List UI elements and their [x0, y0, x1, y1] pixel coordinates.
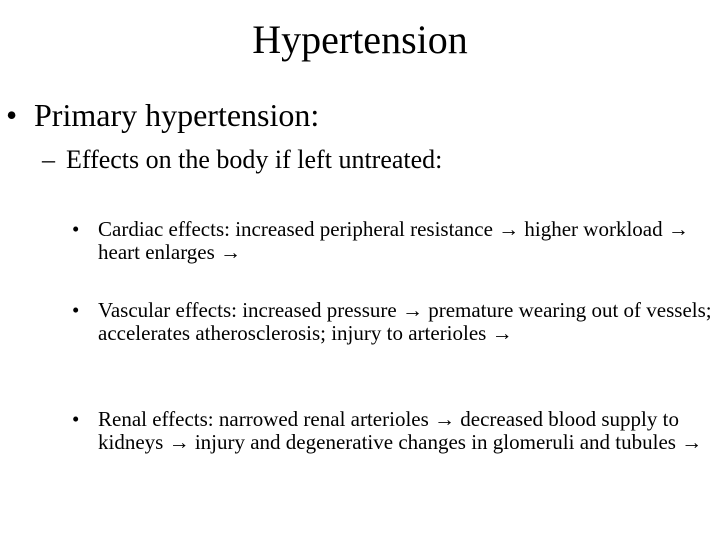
slide-title: Hypertension: [252, 17, 468, 62]
bullet-marker: •: [72, 407, 80, 431]
primary-hypertension-label: Primary hypertension:: [34, 97, 320, 133]
bullet-marker: •: [72, 217, 80, 241]
dash-marker: –: [42, 145, 55, 174]
vascular-effects-item: [72, 299, 712, 345]
renal-effects-item: [72, 408, 712, 454]
renal-effects-text: Renal effects: narrowed renal arterioles → decreased blood supply to kidneys → injury and degenerative changes in glomeruli and tubules →: [98, 407, 703, 454]
vascular-effects-text: Vascular effects: increased pressure → premature wearing out of vessels; accelerates atherosclerosis; injury to arterioles →: [98, 298, 712, 345]
cardiac-effects-text: Cardiac effects: increased peripheral resistance → higher workload → heart enlarges →: [98, 217, 689, 264]
effects-subheading-label: Effects on the body if left untreated:: [66, 145, 443, 174]
cardiac-effects-item: [72, 218, 712, 264]
bullet-marker: •: [72, 298, 80, 322]
bullet-marker: •: [6, 97, 18, 133]
